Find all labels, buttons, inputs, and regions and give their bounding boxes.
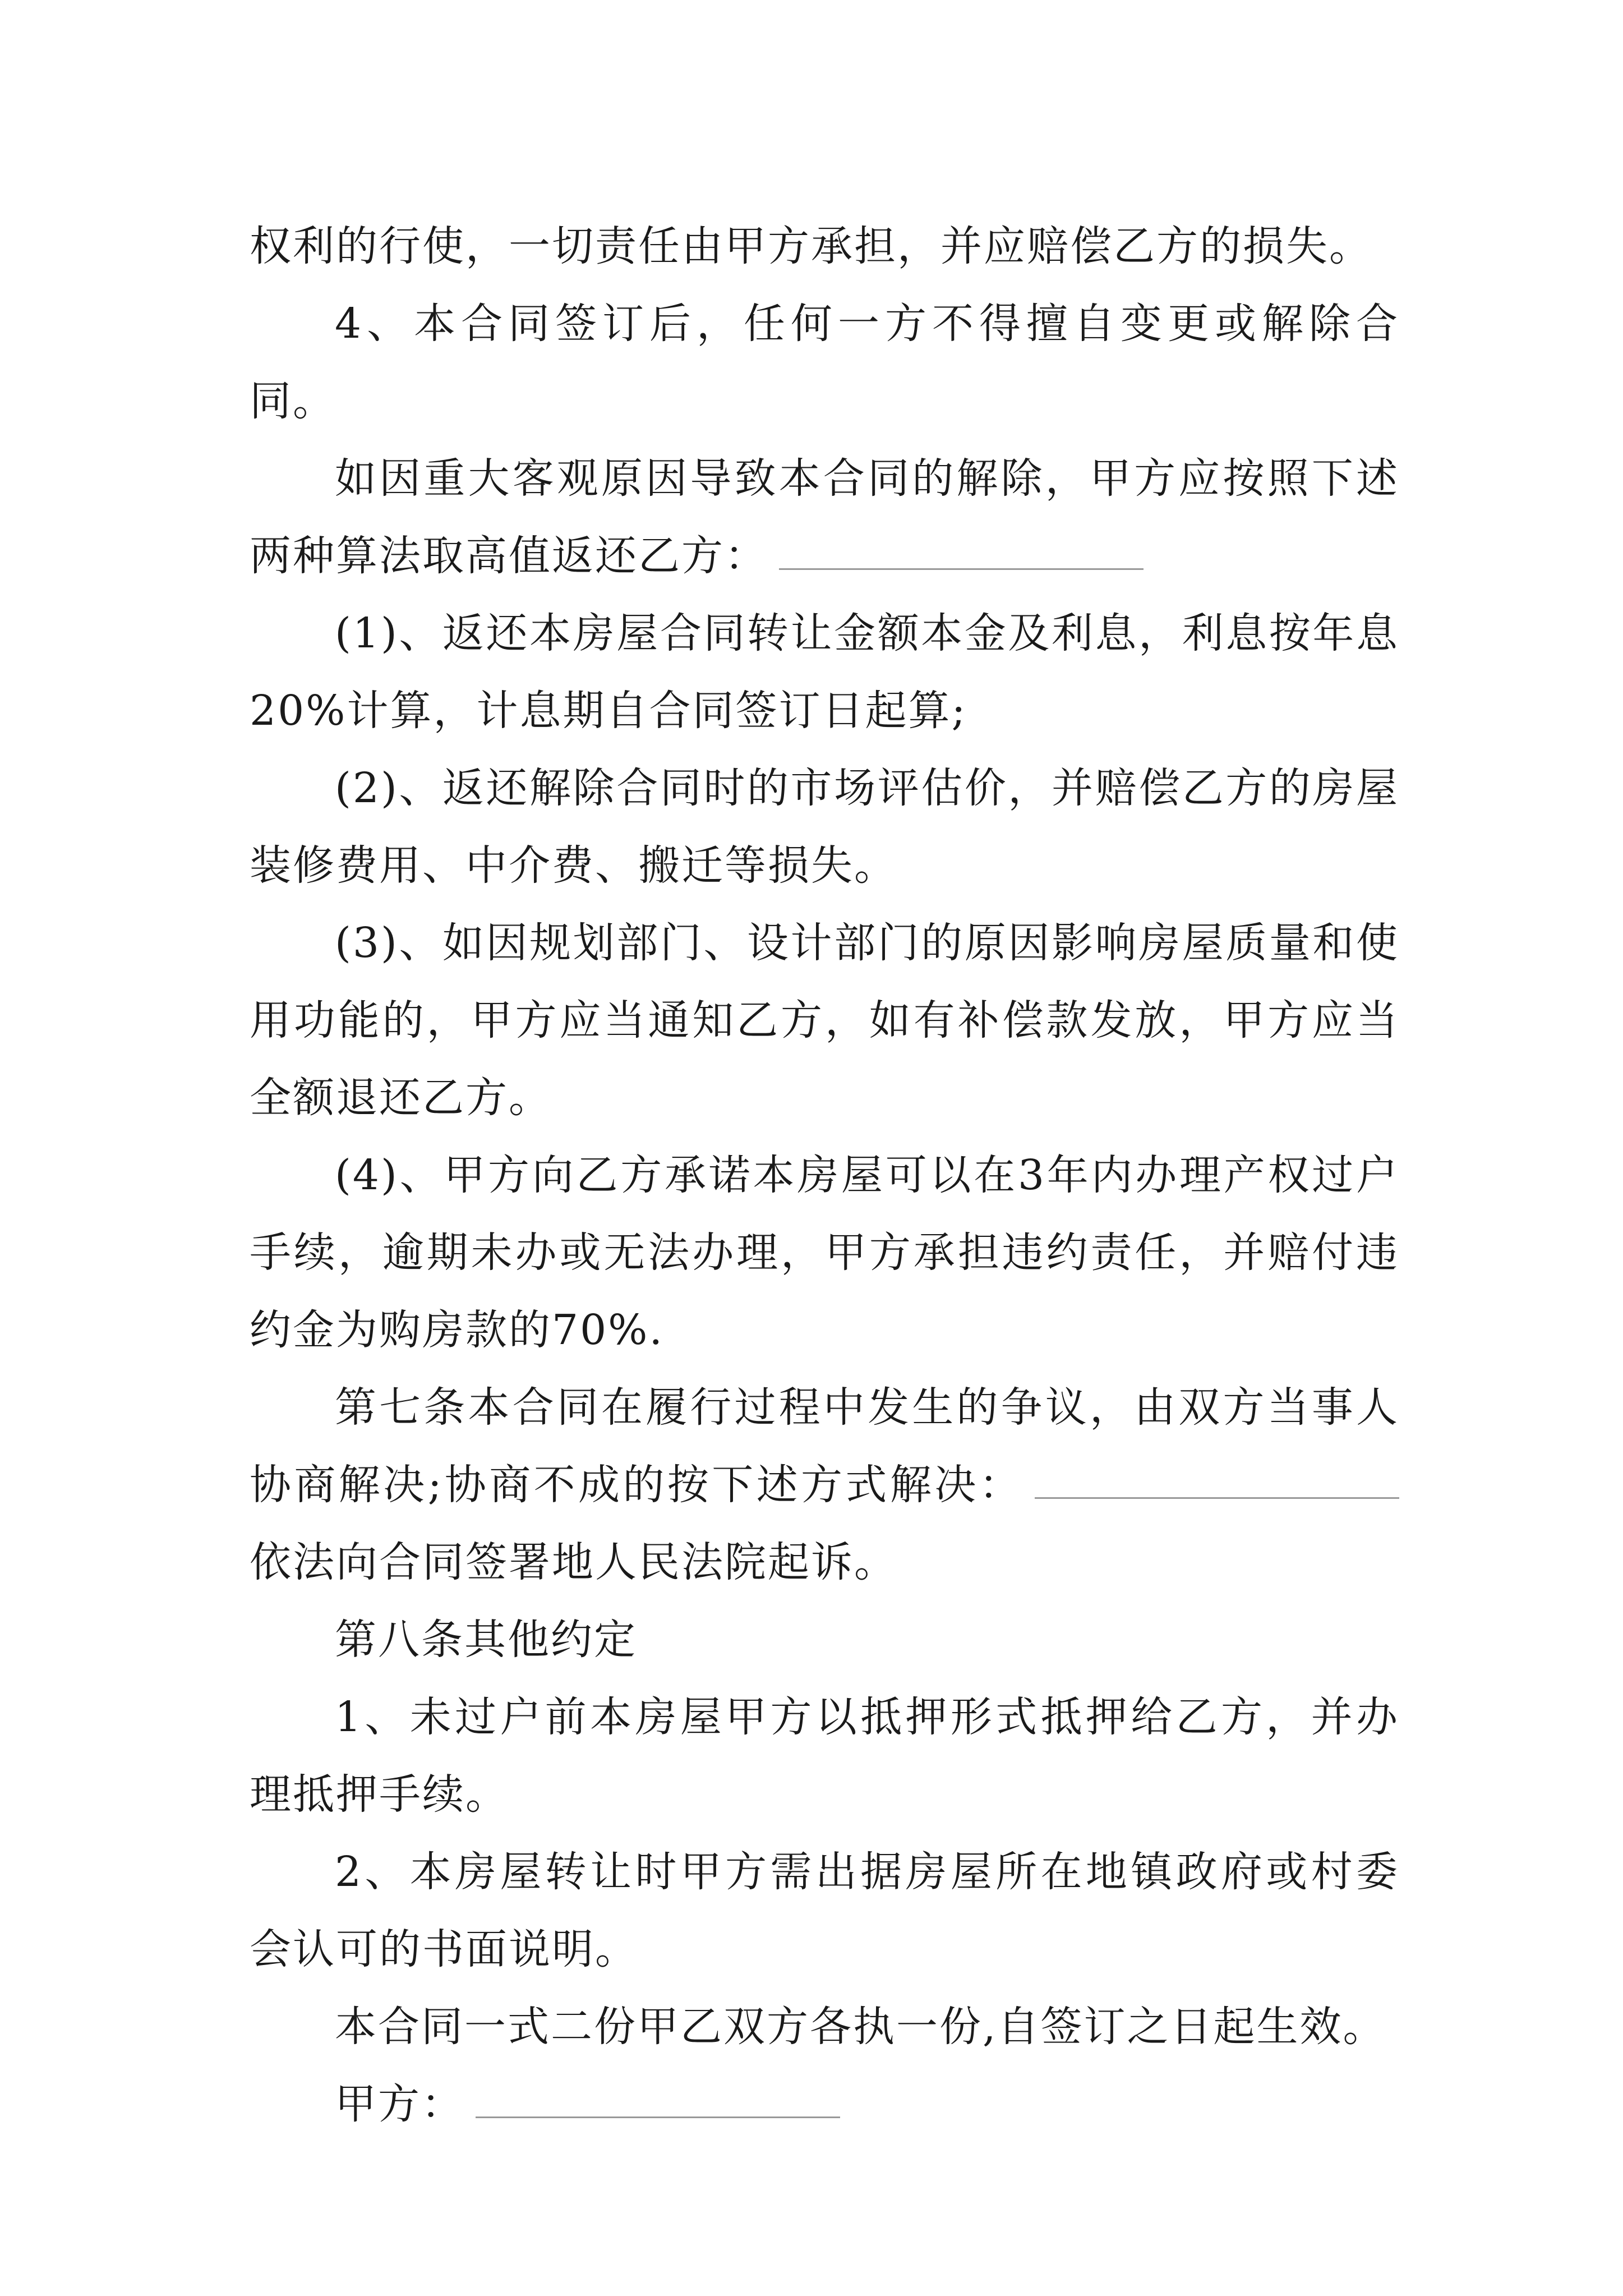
paragraph-article-8-heading — [250, 1601, 1399, 1678]
paragraph-option-4 — [250, 1137, 1399, 1369]
paragraph-rights-liability — [250, 208, 1399, 285]
paragraph-text: (3)、如因规划部门、设计部门的原因影响房屋质量和使用功能的，甲方应当通知乙方，如有补偿款发放，甲方应当全额退还乙方。 — [250, 919, 1399, 1122]
paragraph-text: 4、本合同签订后，任何一方不得擅自变更或解除合同。 — [250, 300, 1399, 425]
paragraph-text: (4)、甲方向乙方承诺本房屋可以在3年内办理产权过户手续，逾期未办或无法办理，甲方承担违约责任，并赔付违约金为购房款的70%. — [250, 1151, 1399, 1354]
paragraph-copies-effective — [250, 1988, 1399, 2065]
paragraph-article-8-item-1 — [250, 1678, 1399, 1833]
fill-in-blank-line — [779, 535, 1144, 570]
paragraph-text-continued: 依法向合同签署地人民法院起诉。 — [250, 1538, 897, 1586]
paragraph-text: 如因重大客观原因导致本合同的解除，甲方应按照下述两种算法取高值返还乙方： — [250, 454, 1399, 580]
paragraph-text: (1)、返还本房屋合同转让金额本金及利息，利息按年息20%计算，计息期自合同签订日起算; — [250, 609, 1399, 735]
paragraph-text: 本合同一式二份甲乙双方各执一份,自签订之日起生效。 — [335, 2003, 1386, 2051]
paragraph-text: 第七条本合同在履行过程中发生的争议，由双方当事人协商解决;协商不成的按下述方式解决： — [250, 1383, 1399, 1509]
signature-label: 甲方： — [335, 2080, 464, 2128]
paragraph-option-2 — [250, 749, 1399, 904]
fill-in-blank-line — [1035, 1464, 1399, 1499]
paragraph-termination-refund — [250, 440, 1399, 595]
paragraph-text: (2)、返还解除合同时的市场评估价，并赔偿乙方的房屋装修费用、中介费、搬迁等损失。 — [250, 764, 1399, 890]
paragraph-option-3 — [250, 904, 1399, 1137]
paragraph-clause-4 — [250, 285, 1399, 440]
paragraph-option-1 — [250, 595, 1399, 749]
paragraph-article-8-item-2 — [250, 1833, 1399, 1988]
document-body — [250, 208, 1399, 2143]
paragraph-text: 1、未过户前本房屋甲方以抵押形式抵押给乙方，并办理抵押手续。 — [250, 1693, 1399, 1819]
signature-party-a — [250, 2065, 1399, 2143]
paragraph-article-7 — [250, 1369, 1399, 1601]
paragraph-text: 权利的行使，一切责任由甲方承担，并应赔偿乙方的损失。 — [250, 222, 1372, 270]
paragraph-text: 2、本房屋转让时甲方需出据房屋所在地镇政府或村委会认可的书面说明。 — [250, 1848, 1399, 1973]
signature-blank-line — [476, 2083, 840, 2118]
paragraph-text: 第八条其他约定 — [335, 1616, 637, 1664]
